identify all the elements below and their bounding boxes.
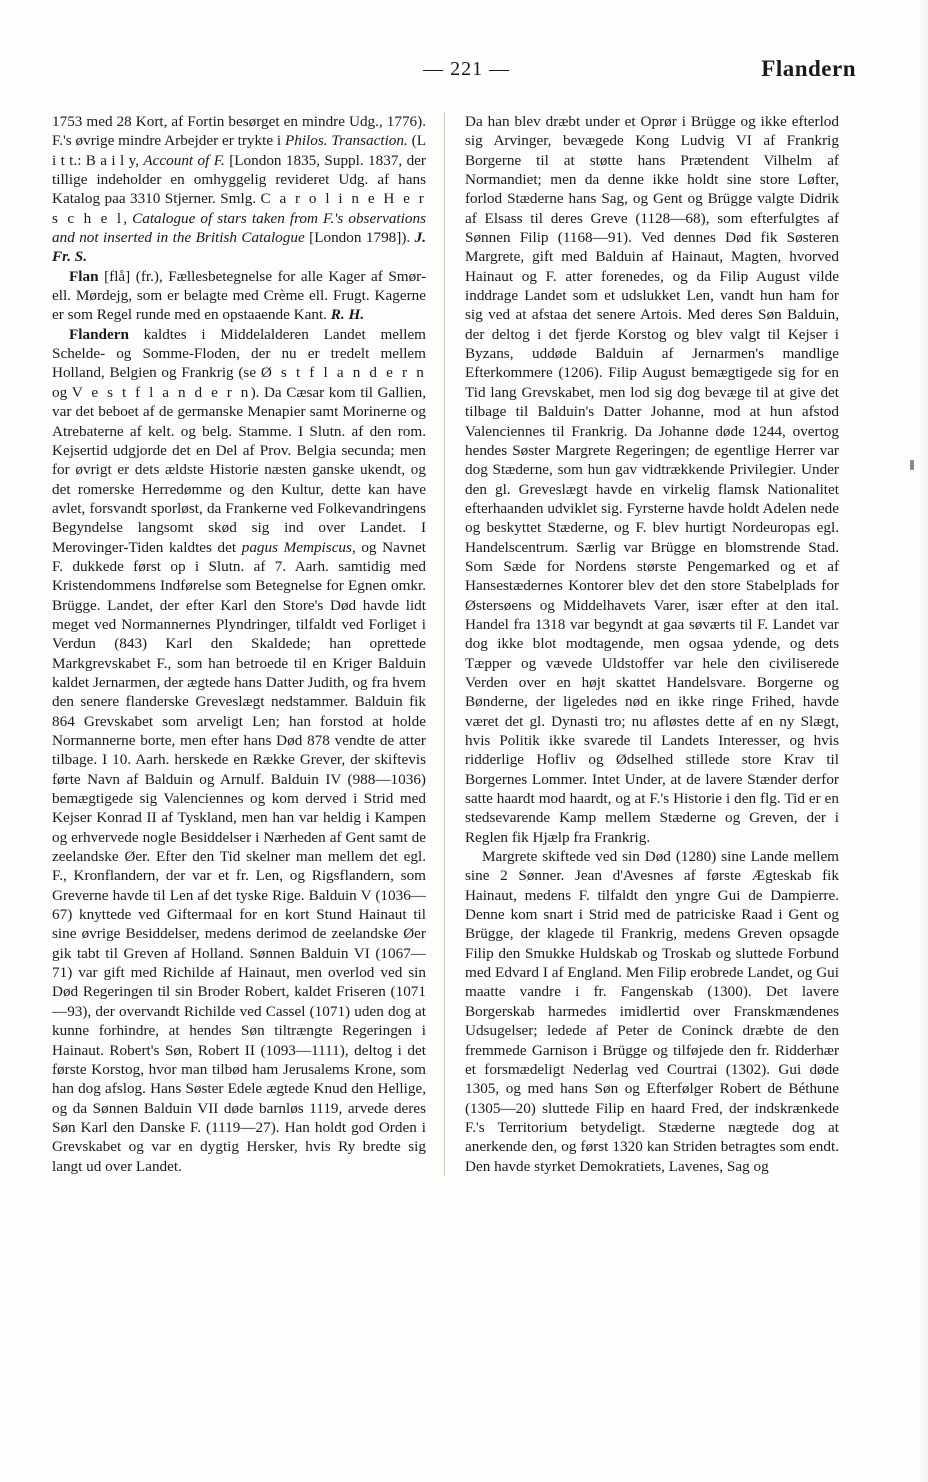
entry-flandern: Flandern kaldtes i Middelalderen Landet mellem Schelde- og Somme-Floden, der nu er tredelt mellem Holland, Belgien og Frankrig (se Ø s t f l a n d e r n og V e s t f l a n d e r n). Da Cæsar kom til Gallien, var det beboet af de germanske Menapier samt Morinerne og Atrebaterne af kelt. og belg. Stamme. I Slutn. af den rom. Kejsertid udgjorde det en Del af Prov. Belgia secunda; men for øvrigt er dets ældste Historie næsten ganske ukendt, og det romerske Herredømme og den Kultur, dette kan have avlet, forsvandt sporløst, da Frankerne ved Folkevandringens Begyndelse langsomt skød sig ind over Landet. I Merovinger-Tiden kaldtes det pagus Mempiscus, og Navnet F. dukkede først op i Slutn. af 7. Aarh. samtidig med Kristendommens Indførelse som Betegnelse for Egnen omkr. Brügge. Landet, der efter Karl den Store's Død havde lidt meget ved Normannernes Plyndringer, tilfaldt ved Forliget i Verdun (843) Karl den Skaldede; han oprettede Markgrevskabet F., som han betroede til en Kriger Balduin kaldet Jernarmen, der ægtede hans Datter Judith, og fra hvem den senere flanderske Greveslægt nedstammer. Balduin fik 864 Grevskabet som arveligt Len; han forstod at holde Normannerne borte, men efter hans Død 878 vendte de atter tilbage. I 10. Aarh. herskede en Række Grever, der skiftevis førte Navn af Balduin og Arnulf. Balduin IV (988—1036) bemægtigede sig Valenciennes og kom derved i Strid med Kejser Konrad II af Tyskland, men han var heldig i Kampen og erhvervede nogle Besiddelser i Nærheden af Gent samt de zeelandske Øer. Efter den Tid skelner man mellem det egl. F., Kronflandern, der var et fr. Len, og Rigsflandern, som Greverne havde til Len af det tyske Rige. Balduin V (1036—67) knyttede ved Giftermaal for en kort Stund Hainaut til sine øvrige Besiddelser, medens derimod de zeelandske Øer gik tabt til Greven af Holland. Sønnen Balduin VI (1067—71) var gift med Richilde af Hainaut, men overlod ved sin Død Regeringen til sin Broder Robert, kaldet Friseren (1071—93), der overvandt Richilde ved Cassel (1071) uden dog at kunne forhindre, at hendes Søn tiltrængte Regeringen i Hainaut. Robert's Søn, Robert II (1093—1111), deltog i det første Korstog, hvor man tilbød ham Jerusalems Krone, som han dog afslog. Hans Søster Edele ægtede Knud den Hellige, og da Sønnen Balduin VII døde barnløs 1119, arvede deres Søn Karl den Danske F. (1119—27). Han holdt god Orden i Grevskabet og var en dygtig Hersker, hvis Ry bredte sig langt ud over Landet. [52,325,427,1175]
running-title: Flandern [761,56,856,81]
text-columns [52,112,880,1176]
paragraph: Margrete skiftede ved sin Død (1280) sine Lande mellem sine 2 Sønner. Jean d'Avesnes af første Ægteskab fik Hainaut, medens F. tilfaldt den yngre Gui de Dampierre. Denne kom snart i Strid med de patriciske Raad i Gent og Brügge, der klagede til Frankrig, medens Greven opsagde Filip den Smukke Huldskab og Troskab og sluttede Forbund med Edvard I af England. Men Filip erobrede Landet, og Gui maatte vandre i fr. Fangenskab (1300). Det lavere Borgerskab harmedes imidlertid over Franskmændenes Udsugelser; ledede af Peter de Coninck dræbte de den fremmede Garnison i Brügge og tilføjede den fr. Ridderhær et forsmædeligt Nederlag ved Courtrai (1302). Gui døde 1305, og med hans Søn og Efterfølger Robert de Béthune (1305—20) sluttede Filip en haard Fred, der indskrænkede F.'s Territorium betydeligt. Stæderne nægtede dog at anerkende den, og først 1320 kan Striden betragtes som endt. Den havde styrket Demokratiets, Lavenes, Sag og [465,848,839,1175]
page-header [52,52,876,86]
page-number: — 221 — [423,57,511,80]
scan-edge-shadow [918,0,928,1482]
column-right [445,112,839,1176]
column-left [52,112,445,1176]
paragraph: Da han blev dræbt under et Oprør i Brügge og ikke efterlod sig Arvinger, bevægede Kong Ludvig VI af Frankrig Borgerne til at støtte hans Prætendent Vilhelm af Normandiet; men da denne ikke holdt sine store Løfter, forlod Stæderne hans Sag, og Gent og Brügge valgte Didrik af Elsass til deres Greve (1128—68), som efterfulgtes af Sønnen Filip (1168—91). Ved dennes Død fik Søsteren Margrete, gift med Balduin af Hainaut, Magten, hvorved Hainaut og F. atter forenedes, og da Filip August vilde inddrage Landet som et udslukket Len, vandt hun ham for sig ved at afstaa det senere Artois. Med deres Søn Balduin, der deltog i det fjerde Korstog og blev valgt til Kejser i Byzans, uddøde Balduin af Jernarmen's mandlige Efterkommere (1206). Filip August bemægtigede sig for en Tid lang Grevskabet, men lod sig dog bevæge til at give det tilbage til Balduin's Datter Johanne, mod at hun afstod Valenciennes til Frankrig. Da Johanne døde 1244, overtog hendes Søster Margrete Regeringen; de egentlige Herrer var dog Stæderne, som hun gav vidtrækkende Privilegier. Under den gl. Greveslægt havde en virkelig flamsk Nationalitet efterhaanden udviklet sig. Fyrsterne havde holdt Adelen nede og beskyttet Stæderne, og F. blev hurtigt Nordeuropas egl. Handelscentrum. Særlig var Brügge en blomstrende Stad. Som Sæde for Nordens største Pengemarked og et af Hansestædernes Kontorer blev det den store Stabelplads for Østersøens og Middelhavets Varer, især efter at den ital. Handel fra 1318 var begyndt at gaa søværts til F. Landet var dog ikke blot modtagende, men ogsaa ydende, og dets Tæpper og vævede Uldstoffer var hele den civiliserede Verden over en højt skattet Handelsvare. Borgerne og Bønderne, der ligeledes nød en ikke ringe Frihed, havde været det gl. Dynasti tro; nu afløstes dette af en ny Slægt, hvis Politik ikke svarede til Landets Interesser, og hvis ridderlige Hofliv og Ødselhed stillede store Krav til Borgernes Lommer. Intet Under, at de lavere Stænder derfor satte haardt mod haardt, og at F.'s Historie i den flg. Tid er en stedsevarende Kamp mellem Stæderne og Greven, der i Reglen fik Hjælp fra Frankrig. [465,113,839,846]
paragraph: 1753 med 28 Kort, af Fortin besørget en mindre Udg., 1776). F.'s øvrige mindre Arbejder er trykte i Philos. Transaction. (L i t t.: B a i l y, Account of F. [London 1835, Suppl. 1837, der tillige indeholder en omhyggelig revideret Udg. af hans Katalog paa 3310 Stjerner. Smlg. C a r o l i n e H e r s c h e l, Catalogue of stars taken from F.'s observations and not inserted in the British Catalogue [London 1798]). J. Fr. S. [52,113,426,266]
page-edge-mark [910,460,914,470]
entry-flan: Flan [flå] (fr.), Fællesbetegnelse for alle Kager af Smør- ell. Mørdejg, som er belagte med Crème ell. Frugt. Kagerne er som Regel runde med en opstaaende Kant. R. H. [52,267,426,324]
